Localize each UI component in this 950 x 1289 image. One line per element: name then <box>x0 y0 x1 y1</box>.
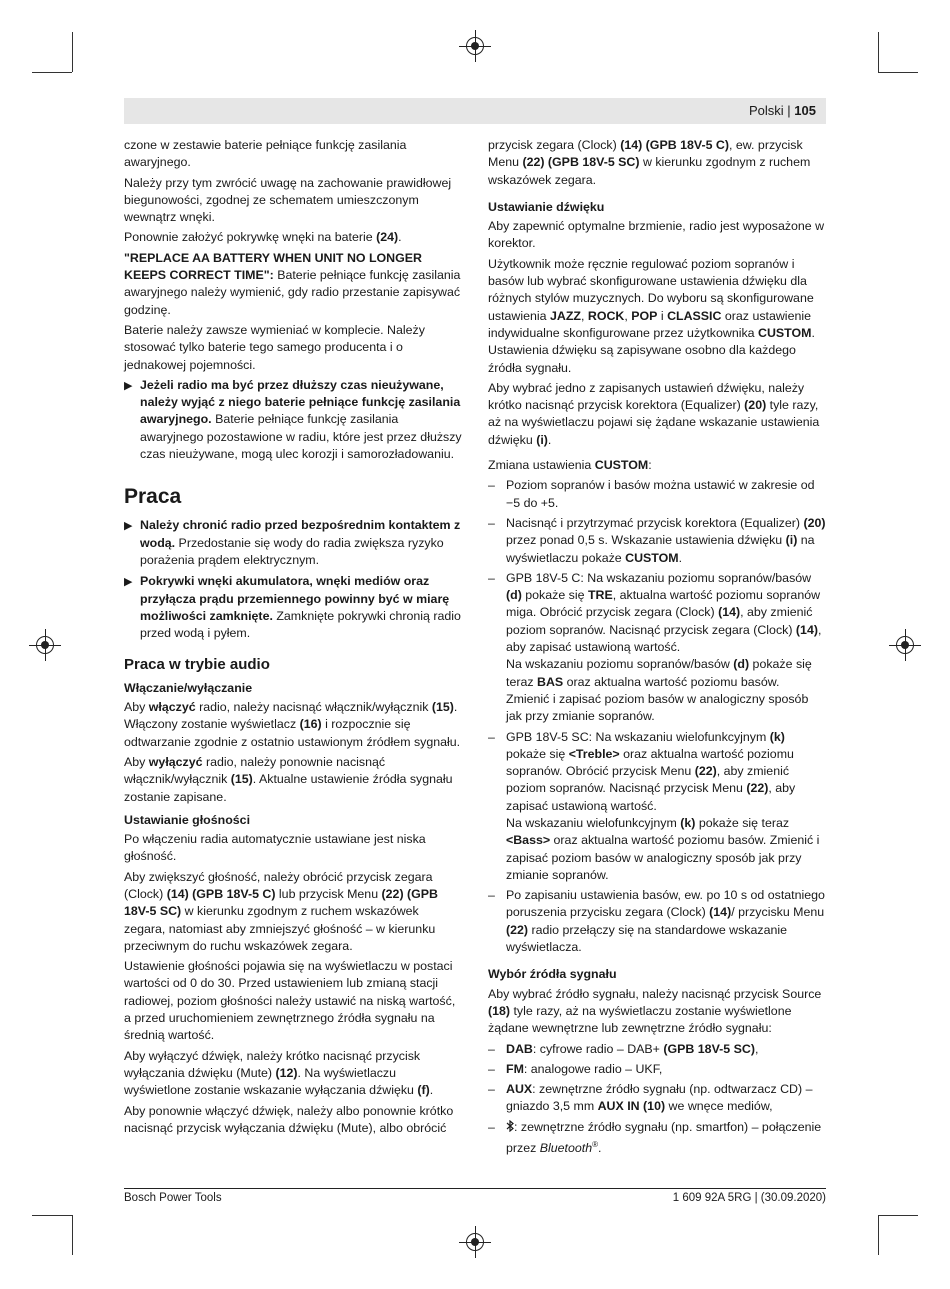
paragraph: Aby wybrać źródło sygnału, należy nacisnąć przycisk Source (18) tyle razy, aż na wyświetlaczu zostanie wyświetlone żądane wewnętrzne lub zewnętrzne źródło sygnału: <box>488 986 822 1036</box>
registration-mark-icon <box>36 636 54 654</box>
list-item: – Poziom sopranów i basów można ustawić w zakresie od −5 do +5. <box>488 478 815 510</box>
crop-mark <box>878 1215 918 1216</box>
paragraph: Użytkownik może ręcznie regulować poziom sopranów i basów lub wybrać skonfigurowane ustawienia dźwięku dla różnych stylów muzycznych. Do wyboru są skonfigurowane ustawienia JAZZ, ROCK, POP i CLASSIC oraz ustawienie indywidualne skonfigurowane przez użytkownika CUSTOM. Ustawienia dźwięku są zapisywane osobno dla każdego źródła sygnału. <box>488 256 815 375</box>
crop-mark <box>878 32 879 72</box>
subheading: Wybór źródła sygnału <box>488 967 617 982</box>
paragraph: Baterie należy zawsze wymieniać w komplecie. Należy stosować tylko baterie tego samego producenta i o jednakowej pojemności. <box>124 322 425 372</box>
footer-rule <box>124 1188 826 1189</box>
list-item: – DAB: cyfrowe radio – DAB+ (GPB 18V-5 SC), <box>488 1041 759 1056</box>
paragraph: Aby wyłączyć radio, należy ponownie nacisnąć włącznik/wyłącznik (15). Aktualne ustawienie źródła sygnału zostanie zapisane. <box>124 754 453 804</box>
list-item: – GPB 18V-5 C: Na wskazaniu poziomu sopranów/basów (d) pokaże się TRE, aktualna wartość poziomu sopranów miga. Obrócić przycisk zegara (Clock) (14), aby zmienić poziom sopranów. Nacisnąć przycisk zegara (Clock) (14), aby zapisać ustawioną wartość. Na wskazaniu poziomu sopranów/basów (d) pokaże się teraz BAS oraz aktualna wartość poziomu basów. Zmienić i zapisać poziom basów w analogiczny sposób jak przy zmianie sopranów. <box>488 570 822 724</box>
page-header <box>124 98 826 124</box>
paragraph: Aby wybrać jedno z zapisanych ustawień dźwięku, należy krótko nacisnąć przycisk korektora (Equalizer) (20) tyle razy, aż na wyświetlaczu pojawi się żądane wskazanie ustawienia dźwięku (i). <box>488 380 820 447</box>
paragraph: czone w zestawie baterie pełniące funkcję zasilania awaryjnego. <box>124 138 407 170</box>
crop-mark <box>878 1215 879 1255</box>
paragraph: Aby zwiększyć głośność, należy obrócić przycisk zegara (Clock) (14) (GPB 18V-5 C) lub przycisk Menu (22) (GPB 18V-5 SC) w kierunku zgodnym z ruchem wskazówek zegara, natomiast aby zmniejszyć głośność – w kierunku przeciwnym do ruchu wskazówek zegara. <box>124 869 438 953</box>
paragraph: Aby ponownie włączyć dźwięk, należy albo ponownie krótko nacisnąć przycisk wyłączania dźwięku (Mute), albo obrócić <box>124 1103 454 1135</box>
triangle-bullet-icon: ▶ <box>124 576 133 589</box>
list-item: – Nacisnąć i przytrzymać przycisk korektora (Equalizer) (20) przez ponad 0,5 s. Wskazanie ustawienia dźwięku (i) na wyświetlaczu pokaże CUSTOM. <box>488 515 826 565</box>
page-number: 105 <box>794 103 816 118</box>
footer-docnumber: 1 609 92A 5RG | (30.09.2020) <box>672 1192 826 1204</box>
right-column <box>488 137 826 1160</box>
paragraph: "REPLACE AA BATTERY WHEN UNIT NO LONGER KEEPS CORRECT TIME": Baterie pełniące funkcję zasilania awaryjnego należy wymienić, gdy radio przestanie zapisywać godzinę. <box>124 250 461 317</box>
registration-mark-icon <box>466 1233 484 1251</box>
triangle-bullet-icon: ▶ <box>124 520 133 533</box>
warning-item: ▶ Pokrywki wnęki akumulatora, wnęki mediów oraz przyłącza prądu przemiennego powinny być w miarę możliwości zamknięte. Zamknięte pokrywki chronią radio przed wodą i pyłem. <box>124 574 461 641</box>
left-column <box>124 137 462 1140</box>
subheading: Ustawianie głośności <box>124 812 251 827</box>
paragraph: Aby zapewnić optymalne brzmienie, radio jest wyposażone w korektor. <box>488 219 825 251</box>
crop-mark <box>72 1215 73 1255</box>
list-item: – FM: analogowe radio – UKF, <box>488 1061 663 1076</box>
list-item: – AUX: zewnętrzne źródło sygnału (np. odtwarzacz CD) – gniazdo 3,5 mm AUX IN (10) we wnęce mediów, <box>488 1082 813 1114</box>
crop-mark <box>72 32 73 72</box>
paragraph: przycisk zegara (Clock) (14) (GPB 18V-5 C), ew. przycisk Menu (22) (GPB 18V-5 SC) w kierunku zgodnym z ruchem wskazówek zegara. <box>488 138 811 187</box>
crop-mark <box>878 72 918 73</box>
crop-mark <box>32 1215 72 1216</box>
header-language: Polski <box>749 103 784 118</box>
registration-mark-icon <box>466 37 484 55</box>
footer-brand: Bosch Power Tools <box>124 1192 222 1204</box>
subheading: Ustawianie dźwięku <box>488 199 605 214</box>
list-item: – GPB 18V-5 SC: Na wskazaniu wielofunkcyjnym (k) pokaże się <Treble> oraz aktualna wartość poziomu sopranów. Obrócić przycisk Menu (22), aby zmienić poziom sopranów. Nacisnąć przycisk Menu (22), aby zapisać ustawioną wartość. Na wskazaniu wielofunkcyjnym (k) pokaże się teraz <Bass> oraz aktualna wartość poziomu basów. Zmienić i zapisać poziom basów w analogiczny sposób jak przy zmianie sopranów. <box>488 729 820 882</box>
paragraph: Należy przy tym zwrócić uwagę na zachowanie prawidłowej biegunowości, zgodnej ze schematem umieszczonym wewnątrz wnęki. <box>124 175 452 225</box>
crop-mark <box>32 72 72 73</box>
list-item: – : zewnętrzne źródło sygnału (np. smartfon) – połączenie przez Bluetooth®. <box>488 1119 822 1156</box>
paragraph: Zmiana ustawienia CUSTOM: <box>488 458 652 473</box>
triangle-bullet-icon: ▶ <box>124 379 133 392</box>
subheading: Włączanie/wyłączanie <box>124 680 253 695</box>
paragraph: Aby włączyć radio, należy nacisnąć włącznik/wyłącznik (15). Włączony zostanie wyświetlacz (16) i rozpocznie się odtwarzanie zgodnie z ostatnio ustawionym źródłem sygnału. <box>124 700 461 749</box>
registration-mark-icon <box>896 636 914 654</box>
paragraph: Ponownie założyć pokrywkę wnęki na baterie (24). <box>124 230 402 245</box>
header-text: Polski | 105 <box>749 103 816 118</box>
bluetooth-icon <box>506 1120 514 1134</box>
list-item: – Po zapisaniu ustawienia basów, ew. po 10 s od ostatniego poruszenia przycisku zegara (Clock) (14)/ przycisku Menu (22) radio przełączy się na standardowe wskazanie wyświetlacza. <box>488 888 825 955</box>
warning-item: ▶ Jeżeli radio ma być przez dłuższy czas nieużywane, należy wyjąć z niego baterie pełniące funkcję zasilania awaryjnego. Baterie pełniące funkcję zasilania awaryjnego pozostawione w radiu, które jest przez dłuższy czas nieużywane, mogą ulec korozji i samorozładowaniu. <box>124 377 462 462</box>
subsection-heading: Praca w trybie audio <box>124 656 270 674</box>
paragraph: Aby wyłączyć dźwięk, należy krótko nacisnąć przycisk wyłączania dźwięku (Mute) (12). Na wyświetlaczu wyświetlone zostanie wskazanie wyłączania dźwięku (f). <box>124 1048 434 1098</box>
paragraph: Ustawienie głośności pojawia się na wyświetlaczu w postaci wartości od 0 do 30. Przed ustawieniem lub zmianą stacji radiowej, poziom głośności należy ustawić na niską wartość, a przed uruchomieniem zewnętrznego źródła sygnału na średnią wartość. <box>124 959 456 1043</box>
warning-item: ▶ Należy chronić radio przed bezpośrednim kontaktem z wodą. Przedostanie się wody do radia zwiększa ryzyko porażenia prądem elektrycznym. <box>124 518 461 567</box>
section-heading: Praca <box>124 485 182 509</box>
paragraph: Po włączeniu radia automatycznie ustawiane jest niska głośność. <box>124 832 426 864</box>
